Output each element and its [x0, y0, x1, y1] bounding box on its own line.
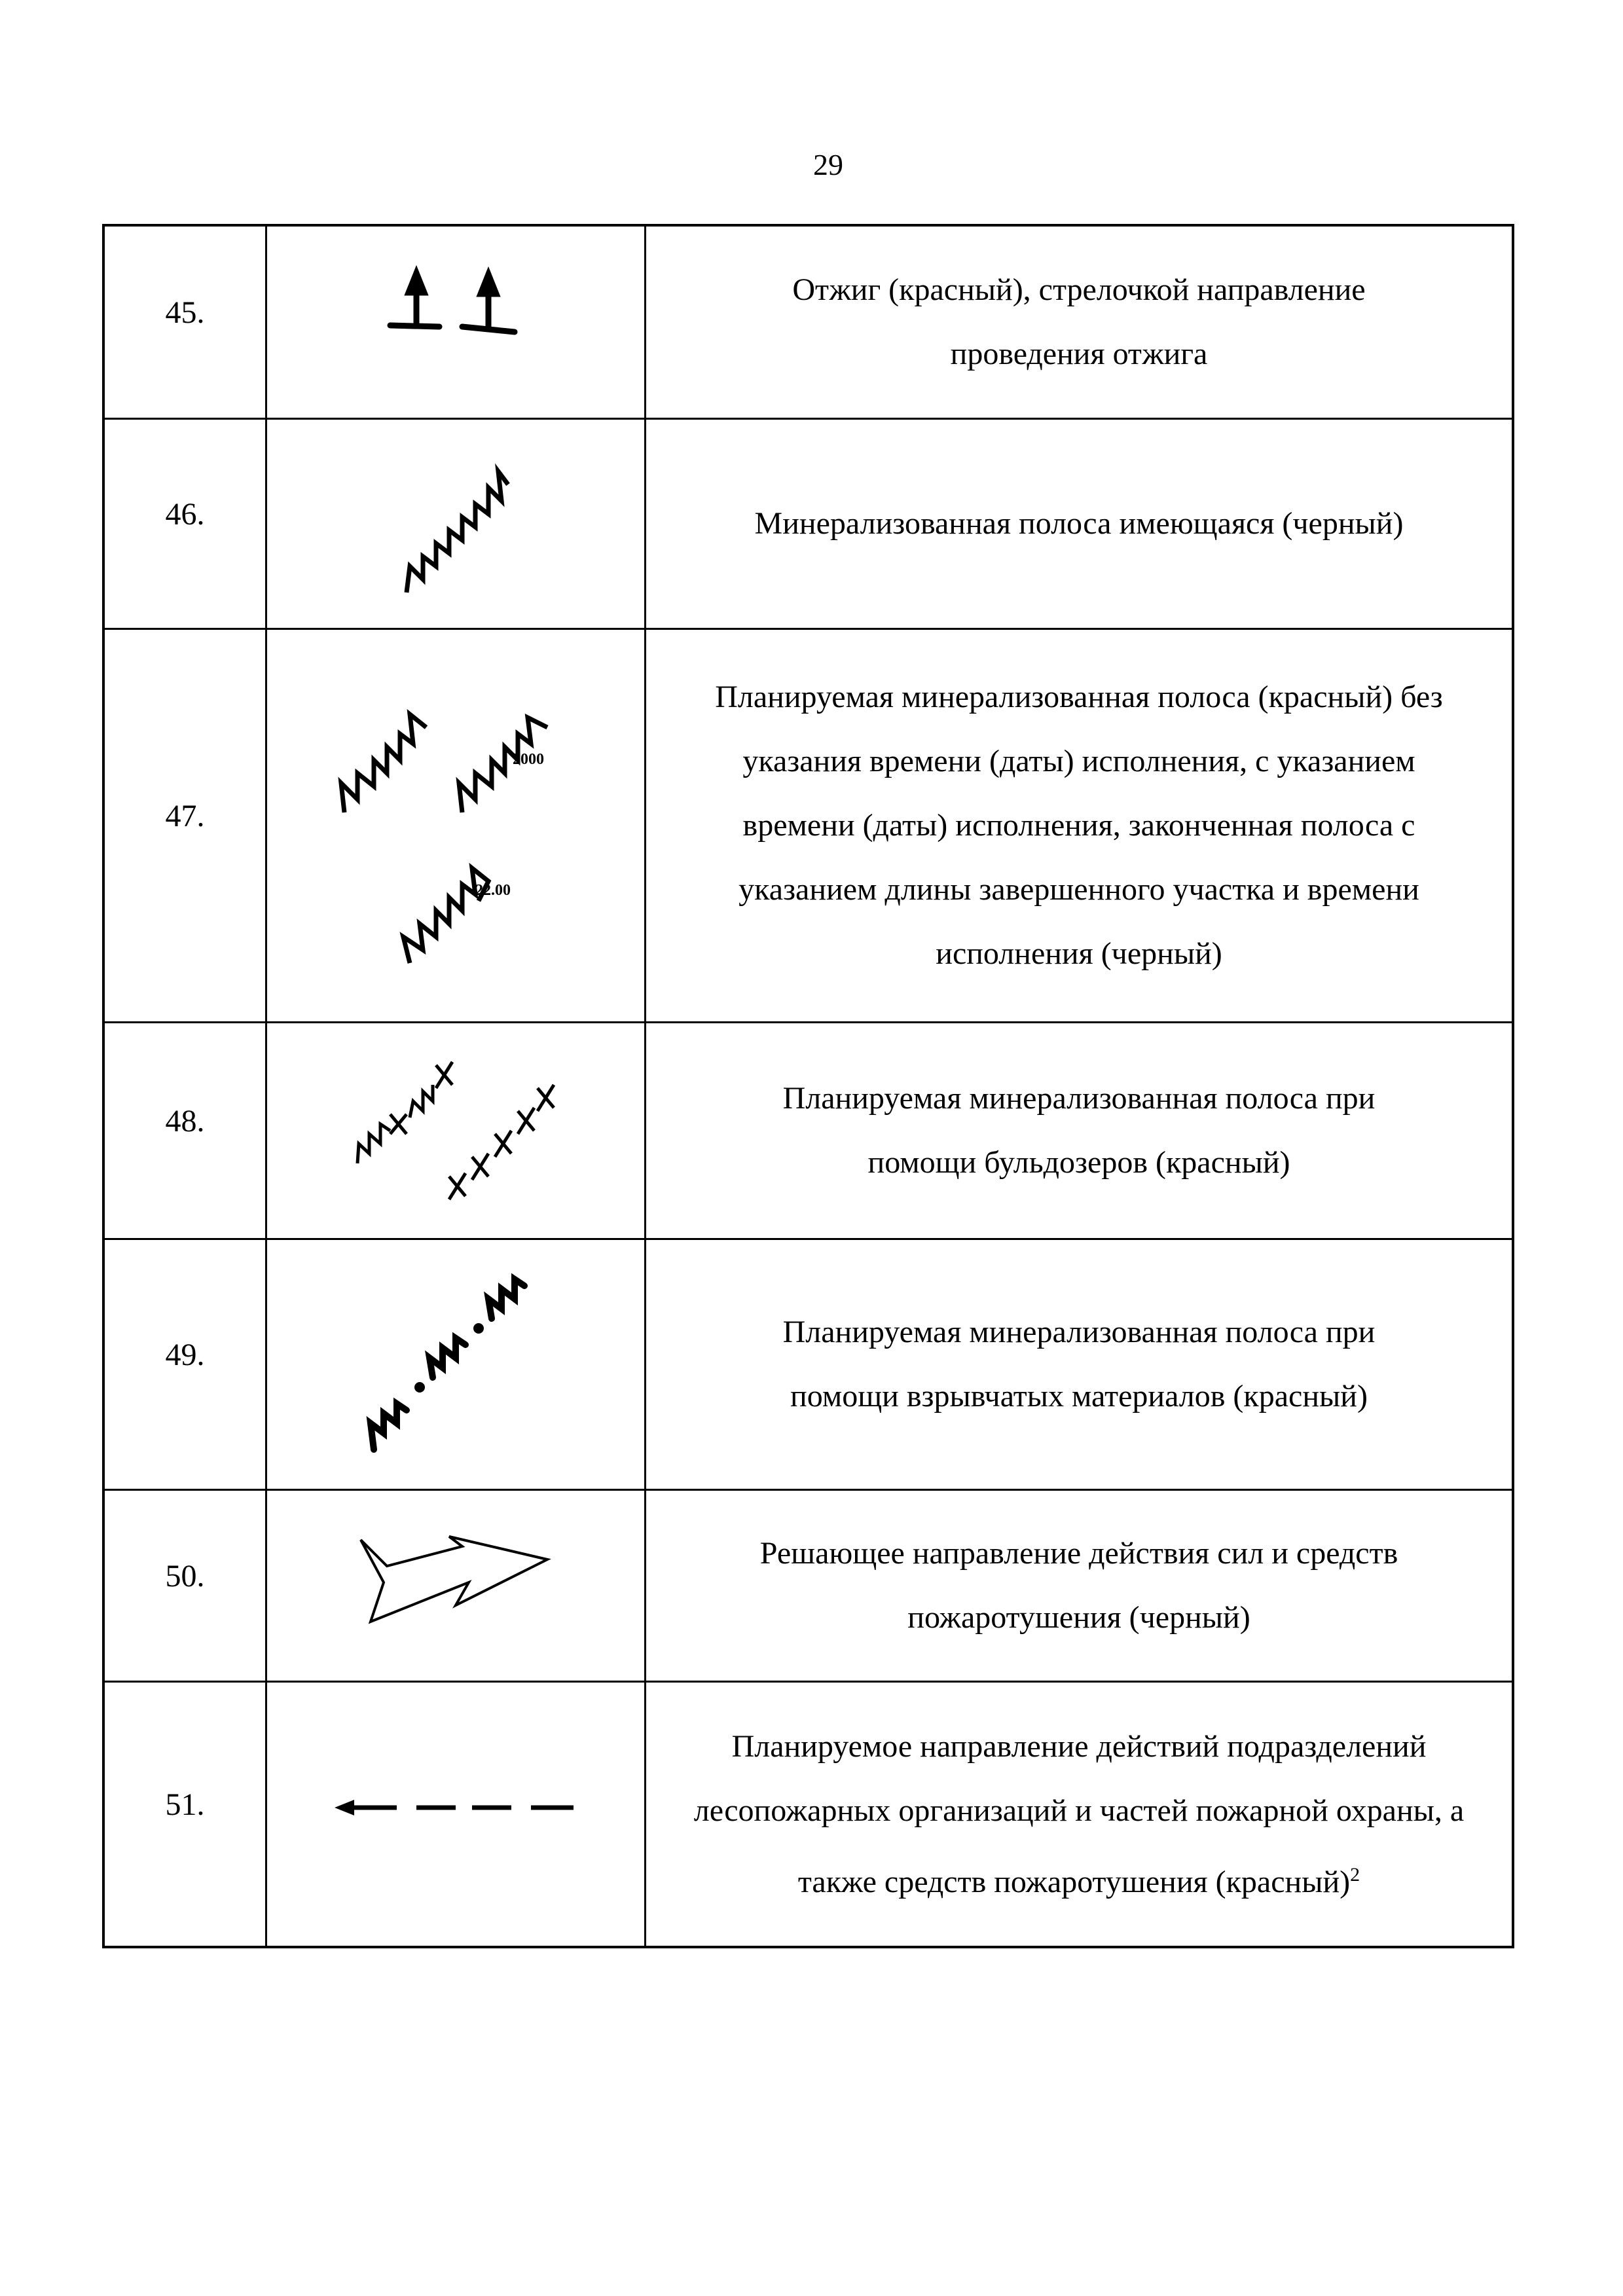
row-description: Планируемая минерализованная полоса (красный) без указания времени (даты) исполнения, с указанием времени (даты) исполнения, законченная полоса с указанием длины завершенного участка и времени исполнения (черный): [715, 680, 1443, 971]
row-description: Отжиг (красный), стрелочкой направление проведения отжига: [792, 272, 1366, 371]
table-row: [105, 1238, 1512, 1489]
table-row: [105, 1021, 1512, 1238]
table-row: [105, 418, 1512, 628]
row-number: 49.: [105, 1240, 267, 1489]
backfire-arrows-icon: [384, 266, 528, 345]
table-row: [105, 628, 1512, 1021]
row-number: 45.: [105, 227, 267, 418]
symbol-cell: [267, 420, 646, 628]
table-row: [105, 1489, 1512, 1681]
row-number: 48.: [105, 1023, 267, 1238]
row-number: 50.: [105, 1491, 267, 1681]
row-description: Планируемая минерализованная полоса при помощи бульдозеров (красный): [782, 1081, 1376, 1180]
planned-mineralized-strip-icon: [331, 662, 580, 989]
row-description: Минерализованная полоса имеющаяся (черный): [754, 506, 1404, 541]
main-direction-arrow-icon: [357, 1533, 554, 1625]
symbol-cell: [267, 630, 646, 1021]
date-label: 2000: [513, 751, 544, 768]
bulldozer-strip-icon: [351, 1052, 560, 1209]
row-description: [646, 1683, 1512, 1946]
table-row: [105, 227, 1512, 418]
row-number: 51.: [105, 1683, 267, 1946]
symbol-cell: [267, 1240, 646, 1489]
existing-mineralized-strip-icon: [403, 452, 508, 596]
legend-table: [102, 224, 1514, 1948]
explosive-strip-icon: [364, 1266, 547, 1463]
symbol-cell: [267, 1491, 646, 1681]
footnote-marker: 2: [1350, 1863, 1360, 1886]
page-number: 29: [813, 148, 843, 181]
row-number: 46.: [105, 420, 267, 628]
symbol-cell: [267, 1683, 646, 1946]
row-description: Планируемая минерализованная полоса при помощи взрывчатых материалов (красный): [782, 1315, 1376, 1413]
row-number: 47.: [105, 630, 267, 1021]
length-label: 22.00: [475, 882, 511, 899]
table-row: [105, 1681, 1512, 1946]
row-description: Решающее направление действия сил и средств пожаротушения (черный): [759, 1536, 1398, 1635]
symbol-cell: [267, 227, 646, 418]
row-description-text: Планируемое направление действий подразделений лесопожарных организаций и частей пожарной охраны, а также средств пожаротушения (красный): [693, 1728, 1465, 1899]
symbol-cell: [267, 1023, 646, 1238]
planned-direction-dashed-arrow-icon: [335, 1795, 577, 1821]
